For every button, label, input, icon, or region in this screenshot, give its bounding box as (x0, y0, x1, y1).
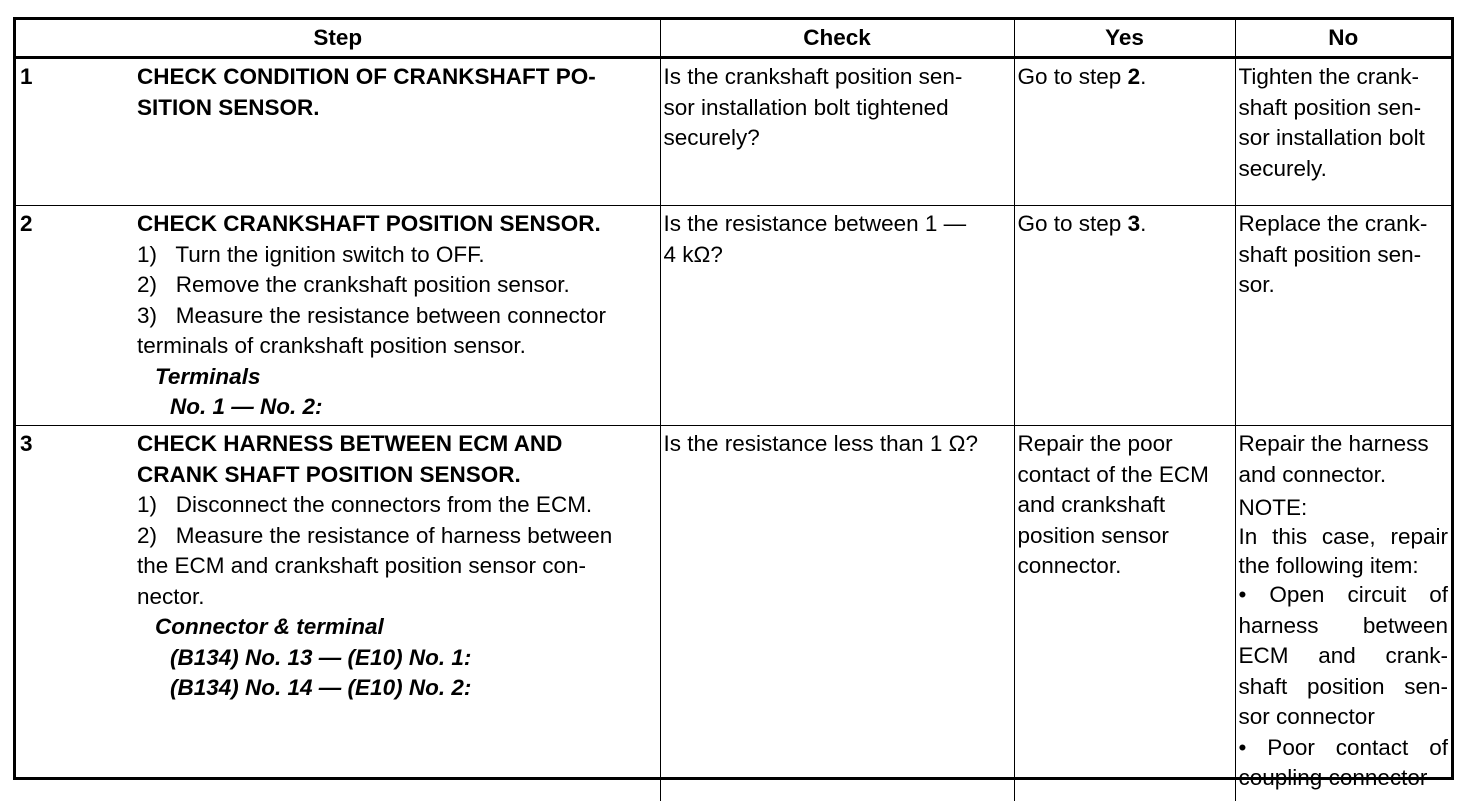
procedure-line: nector. (137, 583, 205, 609)
diagnostic-table-frame (13, 17, 1454, 790)
step-title-line: CHECK CONDITION OF CRANKSHAFT PO- (137, 64, 596, 89)
yes-line: contact of the ECM (1017, 461, 1209, 487)
header-step: Step (16, 20, 660, 58)
yes-suffix: . (1140, 211, 1147, 236)
step-number: 1 (20, 64, 33, 89)
check-cell (660, 426, 1014, 801)
table-row (16, 206, 1451, 426)
check-line: 4 kΩ? (663, 241, 723, 267)
procedure-line: 2) Measure the resistance of harness between (137, 522, 613, 548)
step-title-line: SITION SENSOR. (137, 94, 320, 120)
procedure-line: 1) Turn the ignition switch to OFF. (137, 241, 485, 267)
yes-text: Go to step (1017, 64, 1128, 89)
note-item: • Open circuit of harness between ECM and crank-shaft position sen-sor connector (1238, 582, 1448, 729)
step-title-line: CHECK HARNESS BETWEEN ECM AND (137, 431, 563, 456)
step-title-line: CRANK SHAFT POSITION SENSOR. (137, 461, 521, 487)
check-cell (660, 206, 1014, 426)
note-text: In this case, repair the following item: (1238, 524, 1448, 578)
diagnostic-table (16, 20, 1451, 801)
header-row (16, 20, 1451, 58)
no-line: shaft position sen- (1238, 94, 1422, 120)
no-line: Tighten the crank- (1238, 64, 1420, 89)
terminals-label: Terminals (155, 363, 261, 389)
step-cell (16, 426, 660, 801)
procedure-line: 1) Disconnect the connectors from the ECM. (137, 492, 593, 517)
terminals-label: Connector & terminal (155, 614, 384, 639)
procedure-line: 2) Remove the crankshaft position sensor. (137, 272, 570, 297)
no-line: sor. (1238, 272, 1275, 297)
check-line: Is the resistance less than 1 Ω? (663, 431, 978, 456)
yes-line: Repair the poor (1017, 431, 1173, 456)
yes-line: position sensor (1017, 522, 1169, 548)
check-cell (660, 58, 1014, 206)
yes-line: connector. (1017, 553, 1122, 578)
check-line: securely? (663, 125, 760, 150)
no-line: Replace the crank- (1238, 211, 1428, 236)
yes-step-ref: 3 (1127, 211, 1141, 236)
check-line: Is the resistance between 1 — (663, 211, 967, 236)
procedure-line: terminals of crankshaft position sensor. (137, 333, 526, 358)
note-item: • Poor contact of coupling connector (1238, 734, 1448, 790)
no-line: securely. (1238, 155, 1327, 181)
step-title-line: CHECK CRANKSHAFT POSITION SENSOR. (137, 211, 601, 236)
step-number: 3 (20, 431, 33, 456)
yes-cell (1014, 426, 1235, 801)
note-label: NOTE: (1238, 495, 1308, 520)
step-cell (16, 206, 660, 426)
check-line: Is the crankshaft position sen- (663, 64, 963, 89)
no-cell (1235, 426, 1451, 801)
step-cell (16, 58, 660, 206)
header-no: No (1235, 20, 1451, 58)
table-row (16, 58, 1451, 206)
no-line: shaft position sen- (1238, 241, 1422, 267)
procedure-line: 3) Measure the resistance between connector (137, 302, 607, 328)
no-line: sor installation bolt (1238, 125, 1425, 150)
terminal-pair: No. 1 — No. 2: (170, 394, 323, 419)
yes-cell (1014, 58, 1235, 206)
header-check: Check (660, 20, 1014, 58)
no-line: Repair the harness (1238, 431, 1429, 456)
yes-step-ref: 2 (1127, 64, 1141, 89)
yes-suffix: . (1140, 64, 1147, 89)
terminal-pair: (B134) No. 14 — (E10) No. 2: (170, 675, 472, 700)
header-yes: Yes (1014, 20, 1235, 58)
procedure-line: the ECM and crankshaft position sensor con- (137, 553, 586, 578)
yes-cell (1014, 206, 1235, 426)
table-row (16, 426, 1451, 801)
step-number: 2 (20, 211, 33, 236)
yes-text: Go to step (1017, 211, 1128, 236)
no-line: and connector. (1238, 461, 1387, 487)
no-cell (1235, 206, 1451, 426)
check-line: sor installation bolt tightened (663, 94, 949, 120)
yes-line: and crankshaft (1017, 492, 1166, 517)
terminal-pair: (B134) No. 13 — (E10) No. 1: (170, 644, 472, 670)
no-cell (1235, 58, 1451, 206)
